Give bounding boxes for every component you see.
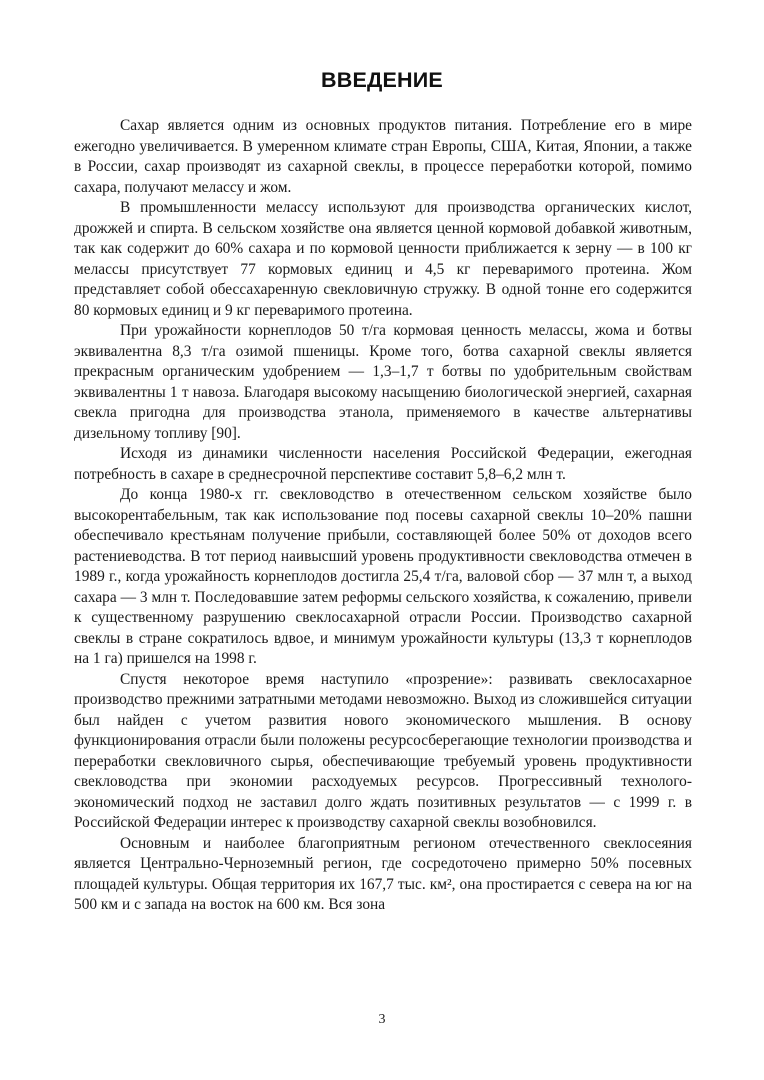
page-title: ВВЕДЕНИЕ — [321, 68, 443, 92]
paragraph-molasses-use: В промышленности мелассу используют для производства органических кислот, дрожжей и спирта. В сельском хозяйстве она является ценной кормовой добавкой животным, так как содержит до 60% сахара и по кормовой ценности приближается к зерну — в 100 кг мелассы присутствует 77 кормовых единиц и 4,5 кг переваримого протеина. Жом представляет собой обессахаренную свекловичную стружку. В одной тонне его содержится 80 кормовых единиц и 9 кг переваримого протеина. — [74, 199, 692, 319]
paragraph-region: Основным и наиболее благоприятным регионом отечественного свеклосеяния является Центрально-Черноземный регион, где сосредоточено примерно 50% посевных площадей культуры. Общая территория их 167,7 тыс. км², она простирается с севера на юг на 500 км и с запада на восток на 600 км. Вся зона — [74, 834, 692, 913]
paragraph-sugar-overview: Сахар является одним из основных продуктов питания. Потребление его в мире ежегодно увеличивается. В умеренном климате стран Европы, США, Китая, Японии, а также в России, сахар производят из сахарной свеклы, в процессе переработки которой, помимо сахара, получают мелассу и жом. — [74, 117, 692, 196]
paragraph-history: До конца 1980-х гг. свекловодство в отечественном сельском хозяйстве было высокорентабельным, так как использование под посевы сахарной свеклы 10–20% пашни обеспечивало крестьянам получение прибыли, составляющей более 50% от доходов всего растениеводства. В тот период наивысший уровень продуктивности свекловодства отмечен в 1989 г., когда урожайность корнеплодов достигла 25,4 т/га, валовой сбор — 37 млн т, а выход сахара — 3 млн т. Последовавшие затем реформы сельского хозяйства, к сожалению, привели к существенному разрушению свеклосахарной отрасли России. Производство сахарной свеклы в стране сократилось вдвое, и минимум урожайности культуры (13,3 т корнеплодов на 1 га) пришелся на 1998 г. — [74, 486, 692, 667]
paragraph-recovery: Спустя некоторое время наступило «прозрение»: развивать свеклосахарное производство прежними затратными методами невозможно. Выход из сложившейся ситуации был найден с учетом развития нового экономического мышления. В основу функционирования отрасли были положены ресурсосберегающие технологии производства и переработки свекловичного сырья, обеспечивающие требуемый уровень продуктивности свекловодства при экономии расходуемых ресурсов. Прогрессивный технолого-экономический подход не заставил долго ждать позитивных результатов — с 1999 г. в Российской Федерации интерес к производству сахарной свеклы возобновился. — [74, 670, 692, 831]
paragraph-feed-value: При урожайности корнеплодов 50 т/га кормовая ценность мелассы, жома и ботвы эквивалентна 8,3 т/га озимой пшеницы. Кроме того, ботва сахарной свеклы является прекрасным органическим удобрением — 1,3–1,7 т ботвы по удобрительным свойствам эквивалентны 1 т навоза. Благодаря высокому насыщению биологической энергией, сахарная свекла пригодна для производства этанола, применяемого в качестве альтернативы дизельному топливу [90]. — [74, 322, 692, 442]
paragraph-demand: Исходя из динамики численности населения Российской Федерации, ежегодная потребность в сахаре в среднесрочной перспективе составит 5,8–6,2 млн т. — [74, 445, 692, 483]
body-text — [74, 116, 692, 916]
page-number: 3 — [378, 1012, 386, 1027]
